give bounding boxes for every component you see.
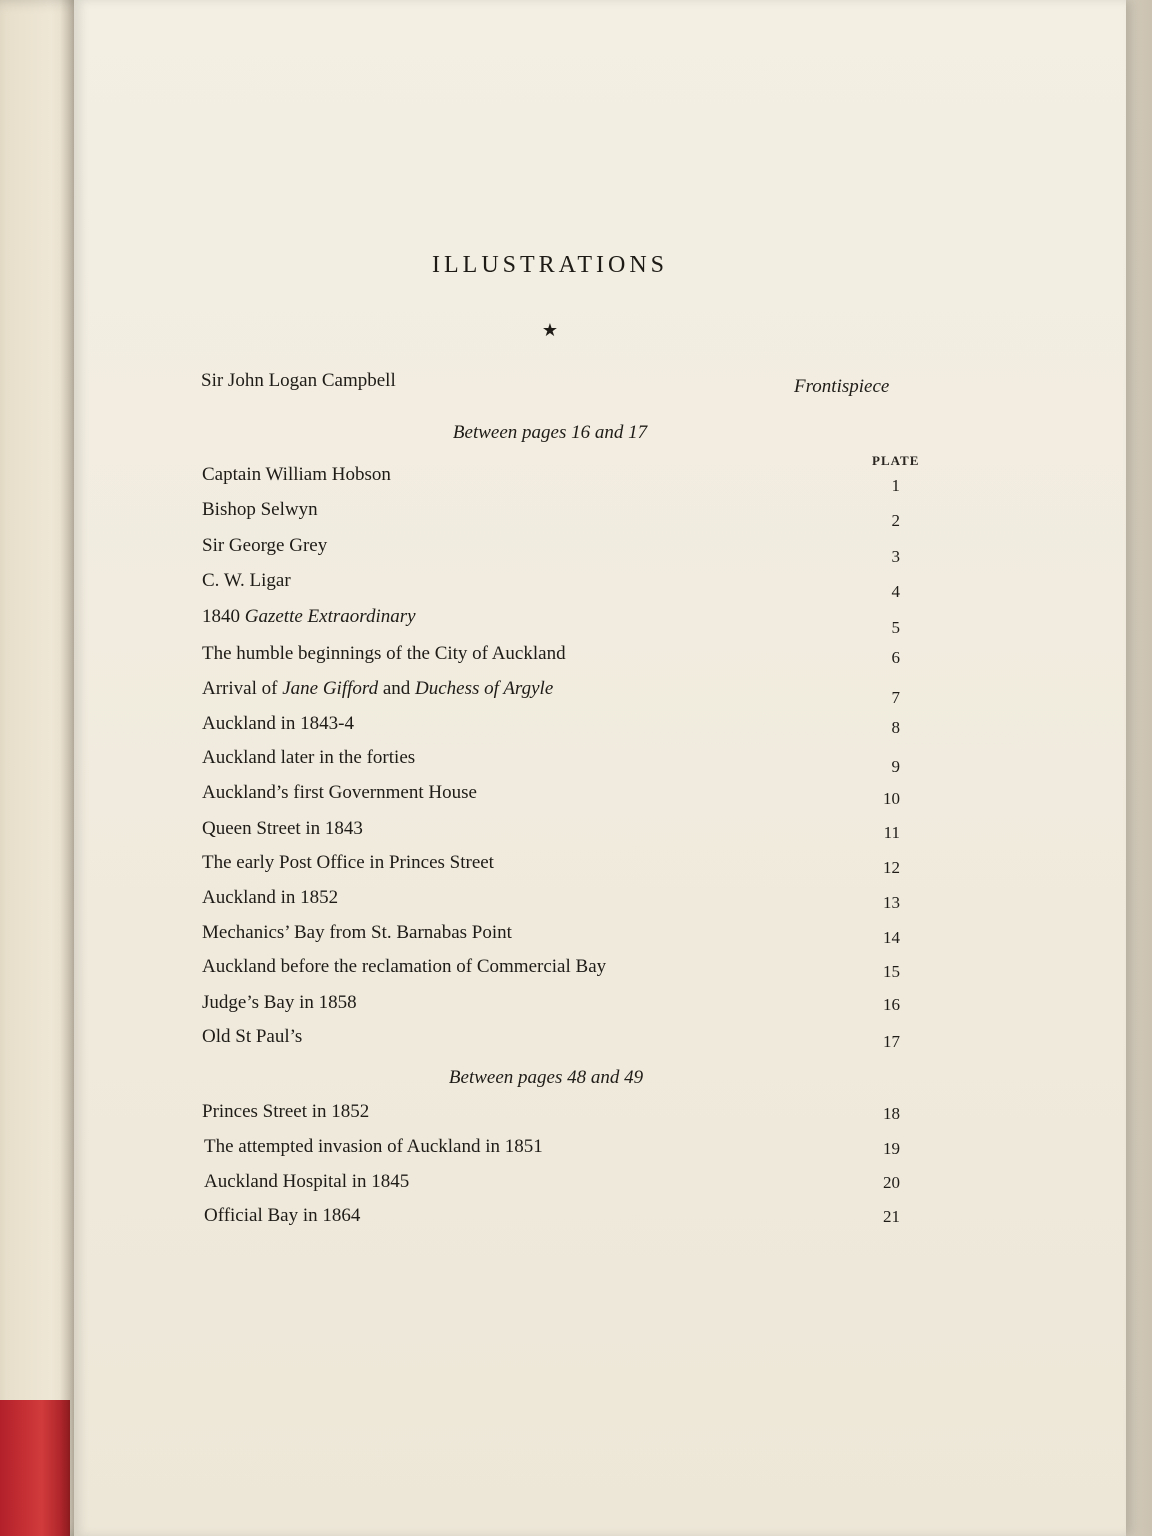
section-heading: Between pages 48 and 49 bbox=[448, 1067, 644, 1088]
list-item: C. W. Ligar bbox=[202, 570, 291, 591]
plate-number: 17 bbox=[883, 1032, 900, 1051]
plate-number: 2 bbox=[891, 511, 900, 530]
list-item: Auckland later in the forties bbox=[202, 747, 416, 768]
list-item: Old St Paul’s bbox=[202, 1026, 303, 1047]
list-item: Official Bay in 1864 bbox=[204, 1205, 361, 1226]
star-ornament-icon: ★ bbox=[541, 320, 559, 341]
list-item: Sir George Grey bbox=[202, 535, 328, 556]
list-item: The humble beginnings of the City of Auckland bbox=[202, 643, 566, 664]
plate-number: 7 bbox=[891, 688, 900, 707]
illustrations-page bbox=[74, 0, 1126, 1536]
list-item: Princes Street in 1852 bbox=[202, 1101, 370, 1122]
caption-italic: Jane Gifford bbox=[282, 678, 379, 699]
caption-mid: and bbox=[378, 678, 416, 699]
list-item: Auckland in 1843-4 bbox=[202, 713, 354, 734]
plate-number: 19 bbox=[883, 1139, 900, 1158]
list-item: Auckland before the reclamation of Commercial Bay bbox=[202, 956, 607, 977]
list-item: Judge’s Bay in 1858 bbox=[202, 992, 357, 1013]
frontispiece-caption: Sir John Logan Campbell bbox=[201, 370, 396, 391]
caption-prefix: Arrival of bbox=[202, 678, 283, 699]
plate-number: 20 bbox=[883, 1173, 900, 1192]
plate-number: 16 bbox=[883, 995, 900, 1014]
frontispiece-label: Frontispiece bbox=[794, 376, 890, 397]
plate-number: 3 bbox=[891, 547, 900, 566]
plate-number: 14 bbox=[883, 928, 900, 947]
caption-italic: Gazette Extraordinary bbox=[244, 606, 416, 627]
caption-italic-2: Duchess of Argyle bbox=[415, 678, 554, 699]
page-title: ILLUSTRATIONS bbox=[432, 252, 668, 278]
plate-number: 18 bbox=[883, 1104, 900, 1123]
plate-number: 21 bbox=[883, 1207, 900, 1226]
list-item: Captain William Hobson bbox=[202, 464, 391, 485]
list-item: The attempted invasion of Auckland in 1851 bbox=[204, 1136, 543, 1157]
list-item: Mechanics’ Bay from St. Barnabas Point bbox=[202, 922, 512, 943]
list-item: The early Post Office in Princes Street bbox=[202, 852, 494, 873]
plate-number: 8 bbox=[891, 718, 900, 737]
plate-number: 4 bbox=[891, 582, 900, 601]
list-item: Auckland in 1852 bbox=[202, 887, 339, 908]
plate-number: 15 bbox=[883, 962, 900, 981]
list-item: Auckland’s first Government House bbox=[202, 782, 477, 803]
list-item bbox=[202, 678, 553, 700]
plate-number: 6 bbox=[891, 648, 900, 667]
section-heading: Between pages 16 and 17 bbox=[452, 422, 648, 443]
list-item: Bishop Selwyn bbox=[202, 499, 318, 520]
list-item: Queen Street in 1843 bbox=[202, 818, 363, 839]
plate-number: 10 bbox=[883, 789, 900, 808]
caption-prefix: 1840 bbox=[202, 606, 245, 627]
list-item: Auckland Hospital in 1845 bbox=[204, 1171, 410, 1192]
plate-number: 11 bbox=[883, 823, 900, 842]
plate-number: 12 bbox=[883, 858, 900, 877]
plate-column-header: PLATE bbox=[872, 453, 920, 468]
plate-number: 13 bbox=[883, 893, 900, 912]
plate-number: 1 bbox=[891, 476, 900, 495]
list-item bbox=[202, 606, 416, 628]
plate-number: 5 bbox=[891, 618, 900, 637]
plate-number: 9 bbox=[891, 757, 900, 776]
